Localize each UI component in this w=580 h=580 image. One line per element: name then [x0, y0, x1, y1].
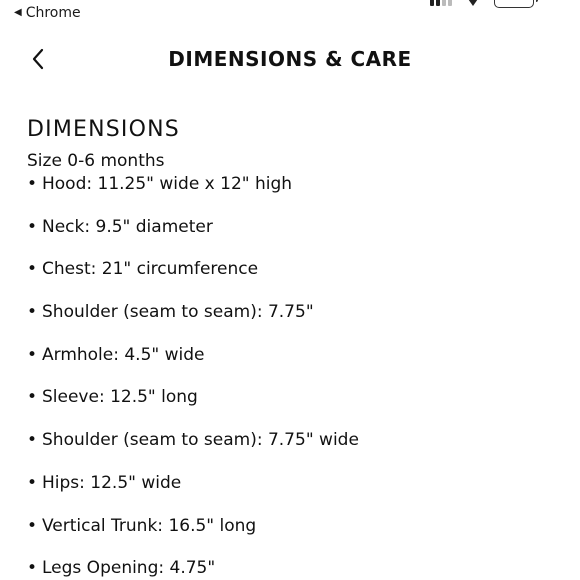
list-item: • Neck: 9.5" diameter [27, 217, 557, 237]
section-heading: DIMENSIONS [27, 117, 180, 142]
status-bar [0, 0, 580, 26]
signal-icon [430, 0, 452, 6]
list-item: • Armhole: 4.5" wide [27, 345, 557, 365]
size-label: Size 0-6 months [27, 151, 165, 171]
list-item: • Hips: 12.5" wide [27, 473, 557, 493]
page-title: DIMENSIONS & CARE [168, 47, 412, 71]
list-item: • Vertical Trunk: 16.5" long [27, 516, 557, 536]
list-item: • Shoulder (seam to seam): 7.75" wide [27, 430, 557, 450]
nav-header [0, 36, 580, 82]
dimensions-content [27, 116, 557, 578]
back-triangle-icon: ◀ [14, 7, 22, 18]
status-icons [430, 0, 534, 8]
list-item: • Shoulder (seam to seam): 7.75" [27, 302, 557, 322]
list-item: • Legs Opening: 4.75" [27, 558, 557, 578]
dimensions-list [27, 174, 557, 578]
back-to-app-label: Chrome [25, 5, 81, 21]
back-to-app-link[interactable] [14, 5, 81, 21]
list-item: • Hood: 11.25" wide x 12" high [27, 174, 557, 194]
list-item: • Chest: 21" circumference [27, 259, 557, 279]
battery-icon [494, 0, 534, 8]
wifi-icon [466, 0, 480, 6]
list-item: • Sleeve: 12.5" long [27, 387, 557, 407]
